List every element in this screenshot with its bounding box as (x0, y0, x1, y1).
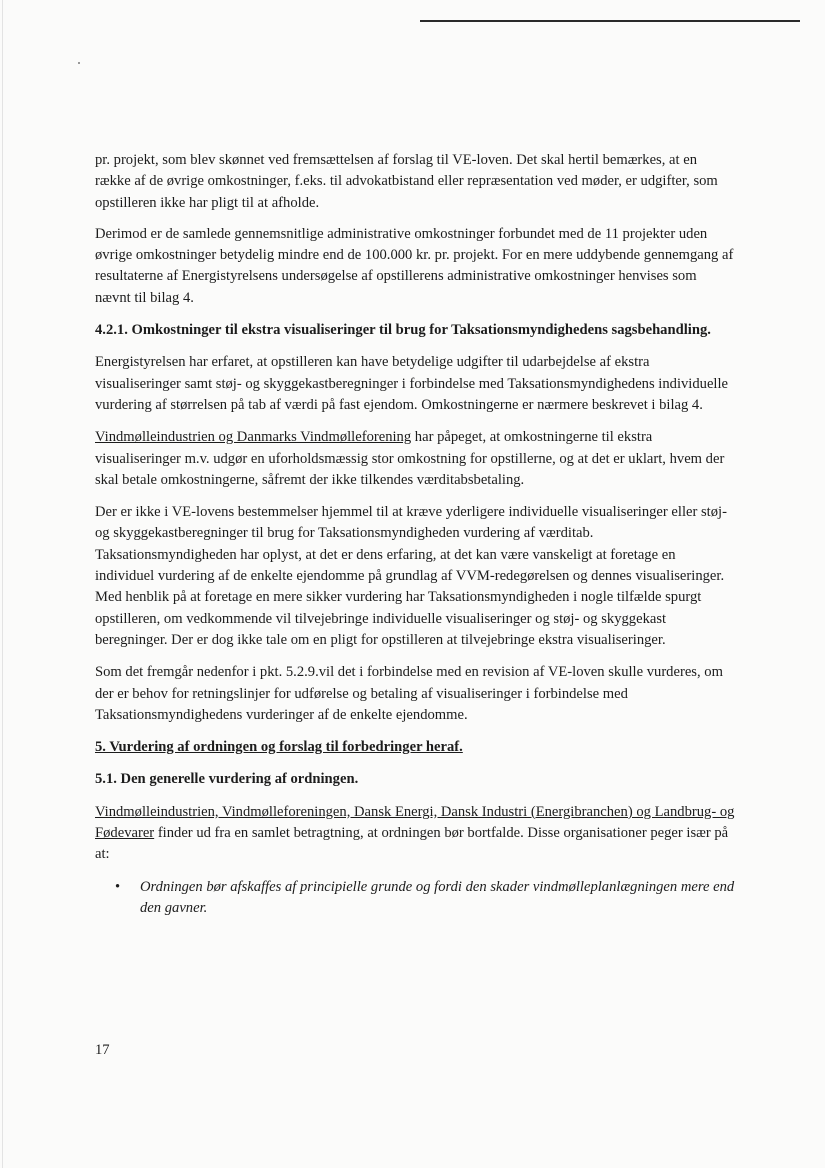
bullet-item (115, 877, 735, 920)
section-heading-5-1: 5.1. Den generelle vurdering af ordningen. (95, 771, 359, 788)
paragraph-4 (95, 427, 735, 491)
paragraph-3: Energistyrelsen har erfaret, at opstilleren kan have betydelige udgifter til udarbejdelse af ekstra visualiseringer samt støj- og skyggekastberegninger i forbindelse med Taksationsmyndighedens individuelle vurdering af størrelsen på tab af værdi på fast ejendom. Omkostningerne er nærmere beskrevet i bilag 4. (95, 354, 729, 413)
scan-edge (2, 0, 3, 1168)
paragraph-2: Derimod er de samlede gennemsnitlige administrative omkostninger forbundet med de 11 projekter uden øvrige omkostninger betydelig mindre end de 100.000 kr. pr. projekt. For en mere uddybende gennemgang af resultaterne af Energistyrelsens undersøgelse af opstillerens administrative omkostninger henvises som nævnt til bilag 4. (95, 225, 734, 306)
bullet-text: Ordningen bør afskaffes af principielle grunde og fordi den skader vindmølleplanlægningen mere end den gavner. (140, 878, 735, 916)
paragraph-5: Der er ikke i VE-lovens bestemmelser hjemmel til at kræve yderligere individuelle visualiseringer eller støj- og skyggekastberegninger til brug for Taksationsmyndigheden vurdering af værditab. Taksationsmyndigheden har oplyst, at det er dens erfaring, at det kan være vanskeligt at foretage en individuel vurdering af de enkelte ejendomme på grundlag af VVM-redegørelsen og dennes visualiseringer. Med henblik på at foretage en mere sikker vurdering har Taksationsmyndigheden i nogle tilfælde spurgt opstilleren, om vedkommende vil tilvejebringe individuelle visualiseringer og støj- og skyggekast beregninger. Der er dog ikke tale om en pligt for opstilleren at tilvejebringe ekstra visualiseringer. (95, 504, 727, 648)
scan-speck (78, 62, 80, 64)
section-heading-4-2-1: 4.2.1. Omkostninger til ekstra visualiseringer til brug for Taksationsmyndighedens sagsbehandling. (95, 322, 711, 339)
paragraph-1: pr. projekt, som blev skønnet ved fremsættelsen af forslag til VE-loven. Det skal hertil bemærkes, at en række af de øvrige omkostninger, f.eks. til advokatbistand eller repræsentation ved møder, er udgifter, som opstilleren ikke har pligt til at afholde. (95, 152, 718, 211)
organisations-underlined: Vindmølleindustrien og Danmarks Vindmølleforening (95, 429, 412, 446)
page-number: 17 (95, 1042, 110, 1058)
paragraph-7 (95, 802, 735, 866)
paragraph-7-text: finder ud fra en samlet betragtning, at ordningen bør bortfalde. Disse organisationer peger især på at: (95, 825, 729, 863)
organisations-underlined: Vindmølleindustrien, Vindmølleforeningen, Dansk Energi, Dansk Industri (Energibranchen) og Landbrug- og Fødevarer (95, 803, 735, 842)
paragraph-4-text: har påpeget, at omkostningerne til ekstra visualiseringer m.v. udgør en uforholdsmæssig stor omkostning for opstillerne, og at det er uklart, hvem der skal betale omkostningerne, såfremt der ikke tilkendes værditabsbetaling. (95, 429, 725, 488)
document-body (95, 150, 735, 919)
paragraph-6: Som det fremgår nedenfor i pkt. 5.2.9.vil det i forbindelse med en revision af VE-loven skulle vurderes, om der er behov for retningslinjer for udførelse og betaling af visualiseringer i forbindelse med Taksationsmyndighedens vurderinger af de enkelte ejendomme. (95, 664, 723, 723)
section-heading-5: 5. Vurdering af ordningen og forslag til forbedringer heraf. (95, 739, 463, 756)
bullet-icon: • (115, 878, 121, 895)
header-rule (420, 20, 800, 22)
